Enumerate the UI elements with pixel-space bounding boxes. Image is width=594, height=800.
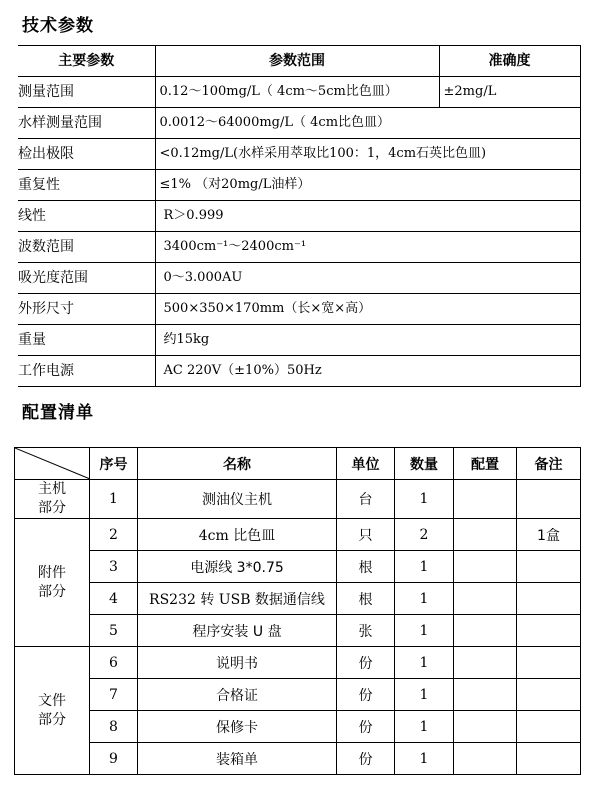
spec-header-row — [18, 46, 580, 77]
row-no: 6 — [90, 647, 138, 679]
row-note — [517, 583, 581, 615]
group-line: 部分 — [38, 711, 66, 728]
config-header-config: 配置 — [454, 448, 517, 480]
spec-row — [18, 294, 580, 325]
row-name: 装箱单 — [138, 743, 337, 775]
spec-param: 线性 — [18, 201, 155, 232]
config-header-row — [15, 448, 581, 480]
config-header-qty: 数量 — [395, 448, 454, 480]
spec-range: 0.12～100mg/L（ 4cm～5cm比色皿） — [155, 77, 439, 108]
row-note — [517, 551, 581, 583]
row-no: 8 — [90, 711, 138, 743]
row-qty: 1 — [395, 615, 454, 647]
group-accessories — [15, 519, 90, 647]
config-row — [15, 743, 581, 775]
row-qty: 1 — [395, 551, 454, 583]
row-config — [454, 519, 517, 551]
row-config — [454, 583, 517, 615]
row-unit: 根 — [337, 551, 395, 583]
group-line: 部分 — [38, 583, 66, 600]
row-name: 保修卡 — [138, 711, 337, 743]
row-qty: 1 — [395, 647, 454, 679]
spec-header-param: 主要参数 — [18, 46, 155, 77]
row-name: 电源线 3*0.75 — [138, 551, 337, 583]
row-note — [517, 615, 581, 647]
spec-range: ≤1% （对20mg/L油样） — [155, 170, 580, 201]
row-config — [454, 647, 517, 679]
config-row — [15, 583, 581, 615]
row-name: 程序安装 U 盘 — [138, 615, 337, 647]
spec-param: 工作电源 — [18, 356, 155, 387]
spec-range: R＞0.999 — [155, 201, 580, 232]
spec-range: 约15kg — [155, 325, 580, 356]
row-qty: 1 — [395, 583, 454, 615]
group-line: 文件 — [38, 692, 66, 709]
spec-param: 波数范围 — [18, 232, 155, 263]
diagonal-header-cell — [15, 448, 90, 480]
config-header-name: 名称 — [138, 448, 337, 480]
config-row — [15, 519, 581, 551]
diagonal-line — [15, 448, 90, 479]
row-no: 4 — [90, 583, 138, 615]
row-unit: 台 — [337, 480, 395, 519]
row-note — [517, 679, 581, 711]
row-no: 1 — [90, 480, 138, 519]
row-config — [454, 679, 517, 711]
config-header-unit: 单位 — [337, 448, 395, 480]
group-line: 主机 — [38, 481, 66, 497]
config-row — [15, 615, 581, 647]
row-name: 4cm 比色皿 — [138, 519, 337, 551]
row-name: 说明书 — [138, 647, 337, 679]
row-unit: 份 — [337, 647, 395, 679]
row-note — [517, 743, 581, 775]
group-line: 部分 — [38, 500, 66, 516]
spec-param: 吸光度范围 — [18, 263, 155, 294]
spec-row — [18, 232, 580, 263]
row-qty: 1 — [395, 743, 454, 775]
spec-range: 0.0012～64000mg/L（ 4cm比色皿） — [155, 108, 580, 139]
spec-range: 500×350×170mm（长×宽×高） — [155, 294, 580, 325]
config-row — [15, 480, 581, 519]
spec-row — [18, 77, 580, 108]
row-name: 合格证 — [138, 679, 337, 711]
spec-row — [18, 201, 580, 232]
row-unit: 份 — [337, 679, 395, 711]
group-documents — [15, 647, 90, 775]
row-note — [517, 711, 581, 743]
row-config — [454, 615, 517, 647]
spec-param: 重量 — [18, 325, 155, 356]
row-config — [454, 551, 517, 583]
row-note: 1盒 — [517, 519, 581, 551]
spec-row — [18, 263, 580, 294]
row-unit: 份 — [337, 743, 395, 775]
row-no: 9 — [90, 743, 138, 775]
row-qty: 1 — [395, 711, 454, 743]
row-no: 2 — [90, 519, 138, 551]
spec-range: <0.12mg/L(水样采用萃取比100：1，4cm石英比色皿) — [155, 139, 580, 170]
row-unit: 根 — [337, 583, 395, 615]
config-table — [14, 447, 581, 775]
spec-param: 检出极限 — [18, 139, 155, 170]
row-qty: 1 — [395, 679, 454, 711]
config-row — [15, 551, 581, 583]
row-note — [517, 647, 581, 679]
config-row — [15, 679, 581, 711]
row-qty: 1 — [395, 480, 454, 519]
spec-param: 重复性 — [18, 170, 155, 201]
spec-row — [18, 139, 580, 170]
row-config — [454, 743, 517, 775]
row-no: 5 — [90, 615, 138, 647]
group-host — [15, 480, 90, 519]
spec-row — [18, 356, 580, 387]
spec-param: 测量范围 — [18, 77, 155, 108]
spec-row — [18, 325, 580, 356]
row-name: RS232 转 USB 数据通信线 — [138, 583, 337, 615]
config-row — [15, 711, 581, 743]
config-row — [15, 647, 581, 679]
row-note — [517, 480, 581, 519]
spec-header-range: 参数范围 — [155, 46, 439, 77]
spec-range: 3400cm⁻¹～2400cm⁻¹ — [155, 232, 580, 263]
spec-param: 水样测量范围 — [18, 108, 155, 139]
config-header-no: 序号 — [90, 448, 138, 480]
config-header-note: 备注 — [517, 448, 581, 480]
group-line: 附件 — [38, 564, 66, 581]
spec-section-title: 技术参数 — [22, 16, 94, 36]
row-unit: 只 — [337, 519, 395, 551]
spec-param: 外形尺寸 — [18, 294, 155, 325]
row-qty: 2 — [395, 519, 454, 551]
row-config — [454, 711, 517, 743]
spec-range: AC 220V（±10%）50Hz — [155, 356, 580, 387]
spec-range: 0～3.000AU — [155, 263, 580, 294]
spec-table — [18, 45, 581, 387]
config-section-title: 配置清单 — [22, 403, 94, 423]
spec-accuracy: ±2mg/L — [439, 77, 580, 108]
row-unit: 张 — [337, 615, 395, 647]
spec-row — [18, 170, 580, 201]
spec-row — [18, 108, 580, 139]
row-config — [454, 480, 517, 519]
row-name: 测油仪主机 — [138, 480, 337, 519]
row-no: 3 — [90, 551, 138, 583]
row-no: 7 — [90, 679, 138, 711]
row-unit: 份 — [337, 711, 395, 743]
spec-header-accuracy: 准确度 — [439, 46, 580, 77]
